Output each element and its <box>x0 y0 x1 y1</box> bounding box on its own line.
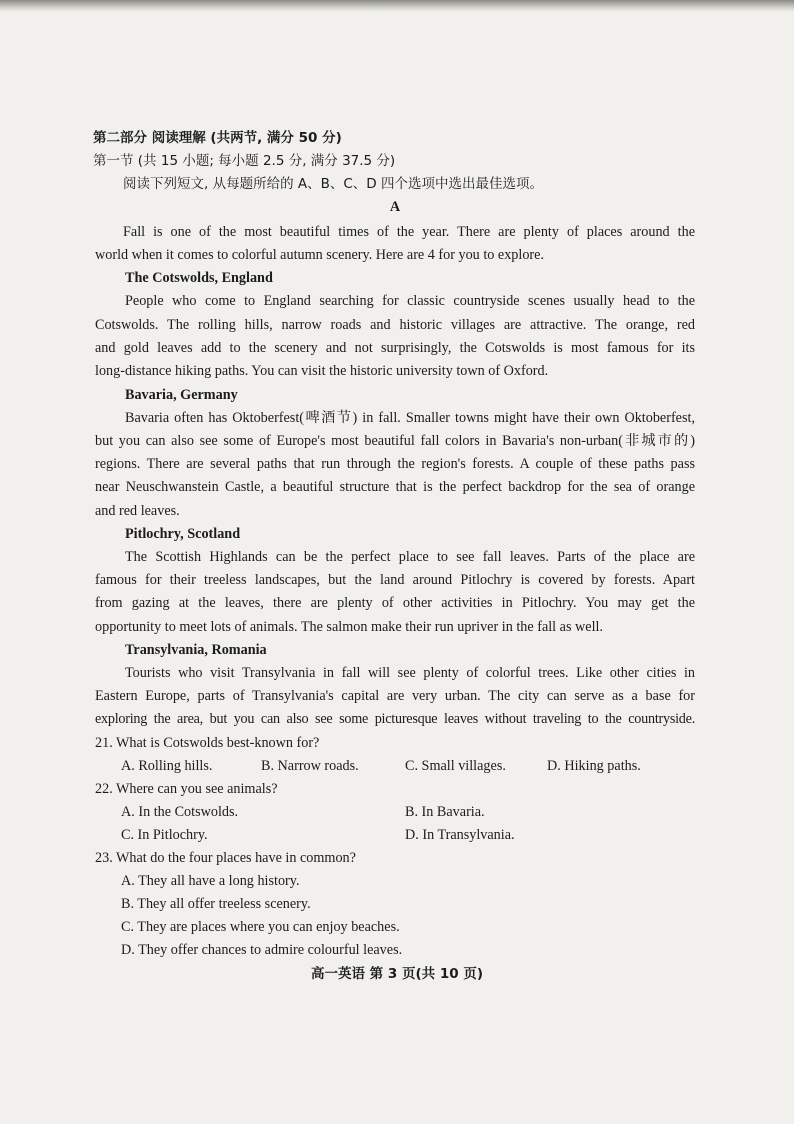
option-a[interactable]: A. Rolling hills. <box>121 758 213 774</box>
question-stem: 22. Where can you see animals? <box>95 781 278 797</box>
option-d[interactable]: D. Hiking paths. <box>547 758 641 774</box>
option-c[interactable]: C. In Pitlochry. <box>121 827 208 843</box>
passage-line: Bavaria often has Oktoberfest(啤酒节) in fall. Smaller towns might have their own Oktoberfest, <box>125 410 695 426</box>
question-stem: 23. What do the four places have in common? <box>95 850 356 866</box>
passage-line: near Neuschwanstein Castle, a beautiful structure that is the perfect backdrop for the sea of orange <box>95 479 695 495</box>
section-title: 第一节 (共 15 小题; 每小题 2.5 分, 满分 37.5 分) <box>93 153 396 169</box>
passage-line: People who come to England searching for classic countryside scenes usually head to the <box>125 293 695 309</box>
passage-letter: A <box>389 199 401 215</box>
passage-line: regions. There are several paths that run through the region's forests. A couple of these paths pass <box>95 456 695 472</box>
passage-line: from gazing at the leaves, there are plenty of other activities in Pitlochry. You may get the <box>95 595 695 611</box>
passage-line: famous for their treeless landscapes, but the land around Pitlochry is covered by forests. Apart <box>95 572 695 588</box>
passage-line: and red leaves. <box>95 503 180 519</box>
instructions: 阅读下列短文, 从每题所给的 A、B、C、D 四个选项中选出最佳选项。 <box>123 176 543 192</box>
subheading-bavaria: Bavaria, Germany <box>125 387 238 403</box>
passage-line: long-distance hiking paths. You can visit the historic university town of Oxford. <box>95 363 549 379</box>
option-d[interactable]: D. They offer chances to admire colourful leaves. <box>121 942 403 958</box>
subheading-pitlochry: Pitlochry, Scotland <box>125 526 241 542</box>
option-row <box>0 756 794 776</box>
option-b[interactable]: B. They all offer treeless scenery. <box>121 896 311 912</box>
option-a[interactable]: A. In the Cotswolds. <box>121 804 239 820</box>
passage-line: exploring the area, but you can also see some picturesque leaves without traveling to the countryside. <box>95 711 695 727</box>
passage-line: Cotswolds. The rolling hills, narrow roads and historic villages are attractive. The orange, red <box>95 317 695 333</box>
passage-line: and gold leaves add to the scenery and not surprisingly, the Cotswolds is most famous for its <box>95 340 695 356</box>
option-row <box>0 802 794 822</box>
option-a[interactable]: A. They all have a long history. <box>121 873 300 889</box>
option-d[interactable]: D. In Transylvania. <box>405 827 515 843</box>
passage-line: Fall is one of the most beautiful times of the year. There are plenty of places around the <box>123 224 695 240</box>
passage-line: Tourists who visit Transylvania in fall will see plenty of colorful trees. Like other cities in <box>125 665 695 681</box>
question-stem: 21. What is Cotswolds best-known for? <box>95 735 320 751</box>
option-b[interactable]: B. In Bavaria. <box>405 804 485 820</box>
part-title: 第二部分 阅读理解 (共两节, 满分 50 分) <box>93 130 342 146</box>
passage-line: The Scottish Highlands can be the perfect place to see fall leaves. Parts of the place are <box>125 549 695 565</box>
passage-line: but you can also see some of Europe's most beautiful fall colors in Bavaria's non-urban(非城市的) <box>95 433 695 449</box>
passage-line: Eastern Europe, parts of Transylvania's capital are very urban. The city can serve as a base for <box>95 688 695 704</box>
subheading-transylvania: Transylvania, Romania <box>125 642 267 658</box>
option-row <box>0 825 794 845</box>
subheading-cotswolds: The Cotswolds, England <box>125 270 273 286</box>
option-b[interactable]: B. Narrow roads. <box>261 758 359 774</box>
option-c[interactable]: C. Small villages. <box>405 758 506 774</box>
page-footer: 高一英语 第 3 页(共 10 页) <box>310 966 484 982</box>
passage-line: world when it comes to colorful autumn scenery. Here are 4 for you to explore. <box>95 247 544 263</box>
option-c[interactable]: C. They are places where you can enjoy beaches. <box>121 919 400 935</box>
passage-line: opportunity to meet lots of animals. The salmon make their run upriver in the fall as well. <box>95 619 604 635</box>
